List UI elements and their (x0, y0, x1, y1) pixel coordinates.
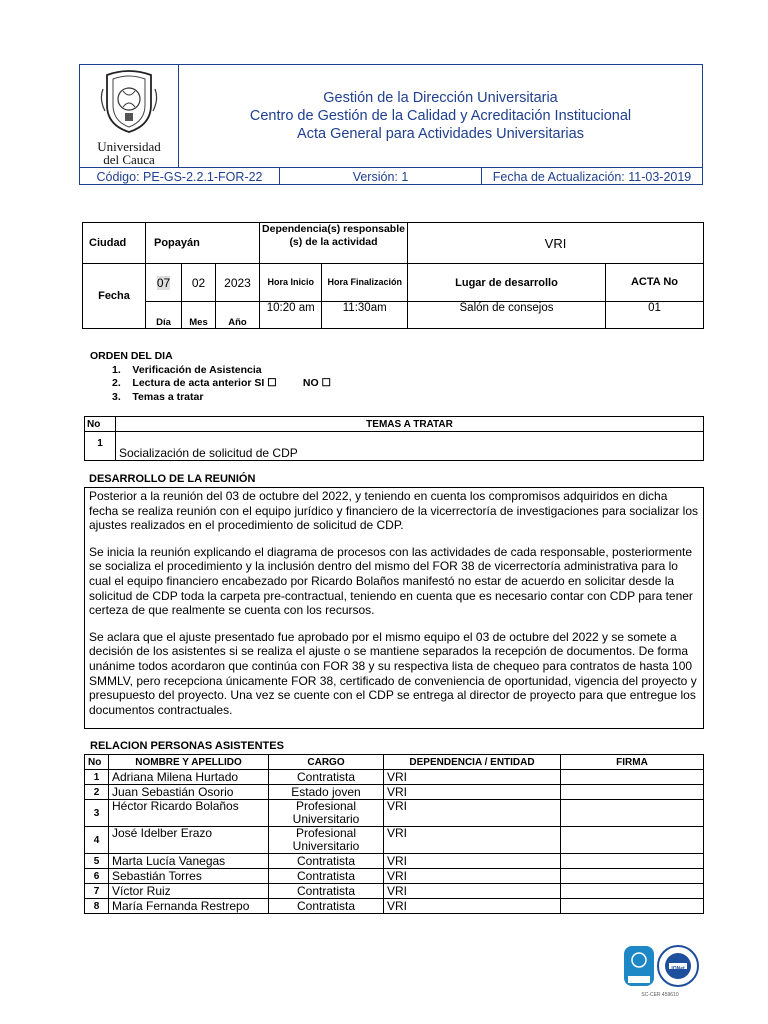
row-dependencia: VRI (384, 869, 561, 884)
row-firma (561, 827, 704, 854)
desarrollo-paragraph-1: Posterior a la reunión del 03 de octubre del 2022, y teniendo en cuenta los compromisos adquiridos en dicha fecha se realiza reunión con el equipo jurídico y financiero de la vicerrectoría de investigaciones para socializar los ajustes realizados en el procedimiento de solicitud de CDP. (89, 489, 698, 533)
row-firma (561, 899, 704, 914)
fecha-anio: 2023 (216, 264, 260, 302)
table-row (85, 800, 704, 827)
row-nombre: Adriana Milena Hurtado (109, 770, 269, 785)
row-nombre: Víctor Ruiz (109, 884, 269, 899)
table-row (85, 827, 704, 854)
row-no: 4 (85, 827, 109, 854)
ciudad-value: Popayán (146, 223, 260, 264)
acta-label: ACTA No (606, 264, 704, 302)
col-header-nombre: NOMBRE Y APELLIDO (109, 755, 269, 770)
row-firma (561, 785, 704, 800)
row-cargo: Contratista (269, 869, 384, 884)
orden-item-3: 3. Temas a tratar (112, 390, 204, 403)
row-dependencia: VRI (384, 827, 561, 854)
tema-number: 1 (85, 432, 116, 461)
table-row (85, 899, 704, 914)
row-cargo: Contratista (269, 770, 384, 785)
meeting-info-table (82, 222, 704, 329)
row-no: 3 (85, 800, 109, 827)
row-dependencia: VRI (384, 854, 561, 869)
row-no: 5 (85, 854, 109, 869)
icontec-seal-icon (620, 942, 700, 994)
row-dependencia: VRI (384, 899, 561, 914)
row-no: 7 (85, 884, 109, 899)
row-cargo: Profesional Universitario (269, 827, 384, 854)
asistentes-table (84, 754, 704, 914)
col-header-no: No (85, 755, 109, 770)
desarrollo-box (84, 487, 704, 729)
row-nombre: Héctor Ricardo Bolaños (109, 800, 269, 827)
row-dependencia: VRI (384, 785, 561, 800)
orden-item-1: 1. Verificación de Asistencia (112, 363, 262, 376)
row-dependencia: VRI (384, 800, 561, 827)
header-title-2: Centro de Gestión de la Calidad y Acreditación Institucional (249, 108, 632, 124)
orden-del-dia (90, 350, 331, 404)
row-cargo: Contratista (269, 899, 384, 914)
row-firma (561, 884, 704, 899)
table-row (85, 785, 704, 800)
fecha-dia: 07 (156, 275, 171, 290)
row-no: 1 (85, 770, 109, 785)
document-header (79, 64, 703, 185)
row-firma (561, 800, 704, 827)
desarrollo-title: DESARROLLO DE LA REUNIÓN (89, 473, 256, 485)
certification-seals (620, 942, 700, 1002)
dependencia-value: VRI (408, 223, 704, 264)
row-firma (561, 770, 704, 785)
table-row (85, 884, 704, 899)
orden-item-2: 2. Lectura de acta anterior SI ☐ NO ☐ (112, 377, 331, 389)
temas-no-header: No (85, 417, 116, 432)
row-dependencia: VRI (384, 884, 561, 899)
row-nombre: Juan Sebastián Osorio (109, 785, 269, 800)
seal-caption: SC-CER 459610 (641, 992, 679, 998)
logo-text-1: Universidad (97, 139, 161, 154)
row-no: 2 (85, 785, 109, 800)
orden-title: ORDEN DEL DIA (90, 350, 173, 362)
header-title-3: Acta General para Actividades Universitarias (297, 126, 584, 142)
col-header-dependencia: DEPENDENCIA / ENTIDAD (384, 755, 561, 770)
table-row (85, 869, 704, 884)
doc-update-date: Fecha de Actualización: 11-03-2019 (492, 169, 692, 184)
fecha-mes: 02 (182, 264, 216, 302)
asistentes-title: RELACION PERSONAS ASISTENTES (90, 740, 284, 752)
row-nombre: María Fernanda Restrepo (109, 899, 269, 914)
hora-inicio-value: 10:20 am (260, 302, 322, 329)
doc-code: Código: PE-GS-2.2.1-FOR-22 (80, 168, 280, 185)
row-no: 8 (85, 899, 109, 914)
anio-label: Año (216, 302, 260, 329)
row-nombre: José Idelber Erazo (109, 827, 269, 854)
fecha-label: Fecha (83, 264, 146, 329)
ciudad-label: Ciudad (83, 223, 146, 264)
seal-label-1: icontec (631, 978, 647, 984)
desarrollo-paragraph-2: Se inicia la reunión explicando el diagrama de procesos con las actividades de cada responsable, posteriormente se socializa el procedimiento y la inclusión dentro del mismo del FOR 38 de vicerrectoría administrativa para lo cual el equipo financiero encabezado por Ricardo Bolaños manifestó no estar de acuerdo en solicitar desde la solicitud de CDP toda la carpeta pre-contractual, teniendo en cuenta que es necesario contar con CDP para tener certeza de que realmente se cuenta con los recursos. (89, 544, 693, 618)
temas-header: TEMAS A TRATAR (116, 417, 704, 432)
row-cargo: Contratista (269, 884, 384, 899)
row-cargo: Estado joven (269, 785, 384, 800)
table-row (85, 854, 704, 869)
logo-text-2: del Cauca (103, 152, 155, 167)
row-firma (561, 869, 704, 884)
lugar-label: Lugar de desarrollo (408, 264, 606, 302)
table-row (85, 770, 704, 785)
desarrollo-paragraph-3: Se aclara que el ajuste presentado fue aprobado por el mismo equipo el 03 de octubre del 2022 y se somete a decisión de los asistentes si se realiza el ajuste o se mantiene separados la recepción de documentos. De forma unánime todos acordaron que continúa con FOR 38 y su respectiva lista de chequeo para contratos de hasta 100 SMMLV, pero recepciona únicamente FOR 38, certificado de conveniencia de oportunidad, vigencia del proyecto y presupuesto del proyecto. Una vez se cuente con el CDP se entrega al director de proyecto para que entregue los documentos contractuales. (89, 629, 697, 717)
mes-label: Mes (182, 302, 216, 329)
row-nombre: Sebastián Torres (109, 869, 269, 884)
header-title-1: Gestión de la Dirección Universitaria (323, 90, 558, 106)
row-no: 6 (85, 869, 109, 884)
row-cargo: Profesional Universitario (269, 800, 384, 827)
hora-inicio-label: Hora Inicio (260, 264, 322, 302)
row-firma (561, 854, 704, 869)
row-dependencia: VRI (384, 770, 561, 785)
seal-label-2: IQNet (671, 966, 685, 972)
tema-text: Socialización de solicitud de CDP (116, 432, 704, 461)
university-seal-icon (99, 69, 159, 135)
col-header-cargo: CARGO (269, 755, 384, 770)
hora-fin-label: Hora Finalización (322, 264, 408, 302)
doc-version: Versión: 1 (280, 168, 482, 185)
university-logo (80, 65, 179, 167)
dia-label: Día (146, 302, 182, 329)
dependencia-label: Dependencia(s) responsable (s) de la actividad (260, 223, 408, 264)
row-cargo: Contratista (269, 854, 384, 869)
col-header-firma: FIRMA (561, 755, 704, 770)
lugar-value: Salón de consejos (408, 302, 606, 329)
row-nombre: Marta Lucía Vanegas (109, 854, 269, 869)
hora-fin-value: 11:30am (322, 302, 408, 329)
acta-value: 01 (606, 302, 704, 329)
temas-table (84, 416, 704, 461)
